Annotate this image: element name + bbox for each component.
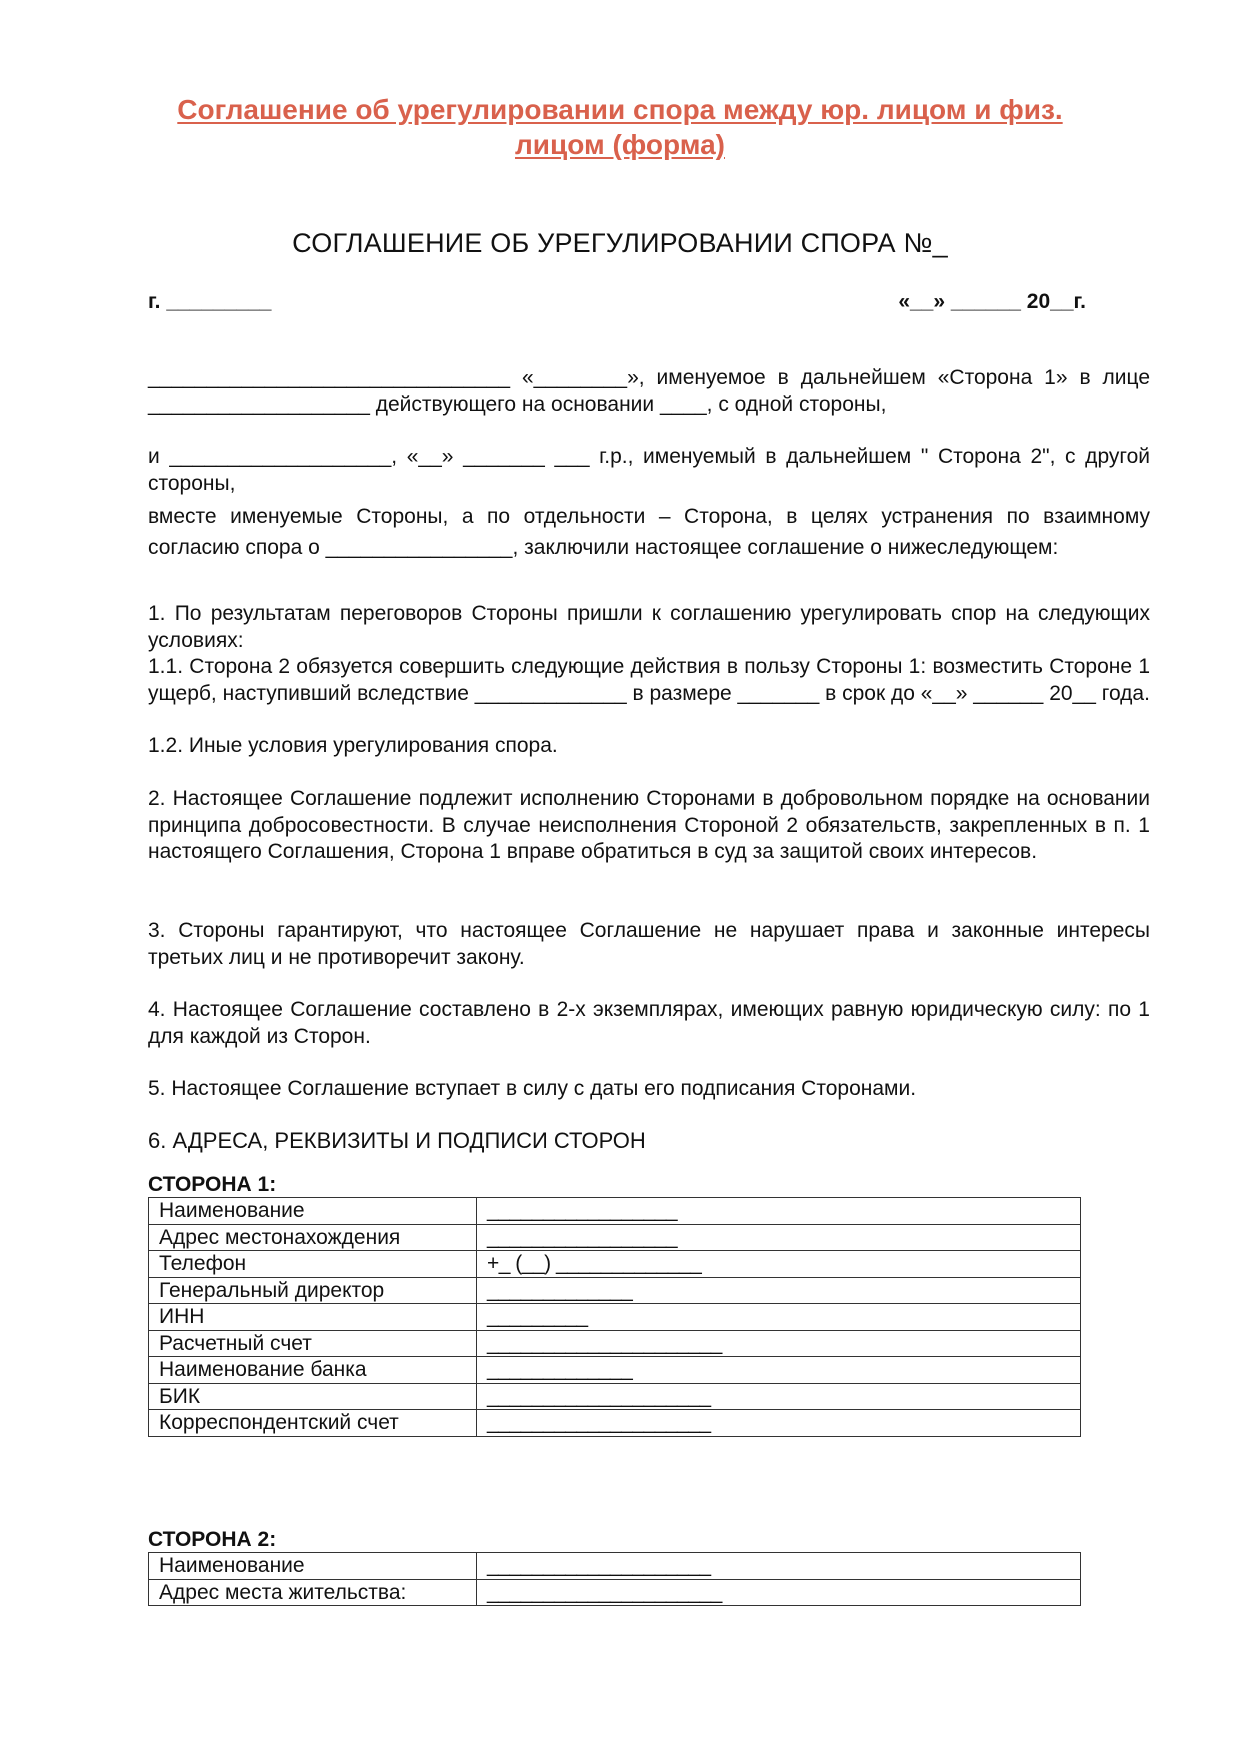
requisite-label: ИНН [149, 1304, 477, 1331]
table-row [149, 1330, 1081, 1357]
requisite-label: Генеральный директор [149, 1277, 477, 1304]
requisite-label: Адрес места жительства: [149, 1579, 477, 1606]
requisite-label: Расчетный счет [149, 1330, 477, 1357]
requisite-label: Наименование банка [149, 1357, 477, 1384]
form-title-link[interactable] [150, 92, 1090, 162]
requisite-value-field[interactable]: _____________ [477, 1357, 1081, 1384]
table-row [149, 1198, 1081, 1225]
intro-party-2: и ___________________, «__» _______ ___ г.р., именуемый в дальнейшем " Сторона 2", с другой стороны, [148, 445, 1150, 495]
clause-1: 1. По результатам переговоров Стороны пришли к соглашению урегулировать спор на следующих условиях: [148, 602, 1150, 652]
requisite-label: Наименование [149, 1198, 477, 1225]
requisite-label: Телефон [149, 1251, 477, 1278]
clause-3: 3. Стороны гарантируют, что настоящее Соглашение не нарушает права и законные интересы третьих лиц и не противоречит закону. [148, 919, 1150, 969]
form-title-line-1[interactable]: Соглашение об урегулировании спора между юр. лицом и физ. [177, 94, 1063, 125]
requisite-value-field[interactable]: ____________________ [477, 1553, 1081, 1580]
requisite-value-field[interactable]: _____________________ [477, 1579, 1081, 1606]
side-1-label: СТОРОНА 1: [148, 1173, 277, 1196]
table-row [149, 1383, 1081, 1410]
requisite-label: Наименование [149, 1553, 477, 1580]
table-row [149, 1357, 1081, 1384]
requisite-label: Корреспондентский счет [149, 1410, 477, 1437]
table-row [149, 1224, 1081, 1251]
requisite-label: Адрес местонахождения [149, 1224, 477, 1251]
requisite-value-field[interactable]: ____________________ [477, 1410, 1081, 1437]
clause-4: 4. Настоящее Соглашение составлено в 2-х экземплярах, имеющих равную юридическую силу: по 1 для каждой из Сторон. [148, 998, 1150, 1048]
form-title-line-2[interactable]: лицом (форма) [515, 129, 725, 160]
date-field: «__» ______ 20__г. [898, 290, 1086, 313]
clause-1-2: 1.2. Иные условия урегулирования спора. [148, 734, 558, 757]
intro-purpose: вместе именуемые Стороны, а по отдельности – Сторона, в целях устранения по взаимному согласию спора о ________________, заключили настоящее соглашение о нижеследующем: [148, 505, 1150, 559]
place-field: г. _________ [148, 290, 272, 313]
table-row [149, 1304, 1081, 1331]
requisite-label: БИК [149, 1383, 477, 1410]
table-row [149, 1251, 1081, 1278]
clause-1-1: 1.1. Сторона 2 обязуется совершить следующие действия в пользу Стороны 1: возместить Стороне 1 ущерб, наступивший вследствие _____________ в размере _______ в срок до «__» ______ 20__ года. [148, 655, 1150, 705]
side-1-table [148, 1197, 1081, 1437]
clause-2: 2. Настоящее Соглашение подлежит исполнению Сторонами в добровольном порядке на основании принципа добросовестности. В случае неисполнения Стороной 2 обязательств, закрепленных в п. 1 настоящего Соглашения, Сторона 1 вправе обратиться в суд за защитой своих интересов. [148, 787, 1150, 863]
section-6-heading: 6. АДРЕСА, РЕКВИЗИТЫ И ПОДПИСИ СТОРОН [148, 1128, 646, 1153]
requisite-value-field[interactable]: _____________ [477, 1277, 1081, 1304]
intro-party-1: _______________________________ «________», именуемое в дальнейшем «Сторона 1» в лице ___________________ действующего на основании ____, с одной стороны, [148, 366, 1150, 416]
requisite-value-field[interactable]: _________ [477, 1304, 1081, 1331]
side-2-label: СТОРОНА 2: [148, 1528, 277, 1551]
agreement-title: СОГЛАШЕНИЕ ОБ УРЕГУЛИРОВАНИИ СПОРА №_ [292, 228, 948, 258]
table-row [149, 1410, 1081, 1437]
requisite-value-field[interactable]: _____________________ [477, 1330, 1081, 1357]
table-row [149, 1553, 1081, 1580]
table-row [149, 1579, 1081, 1606]
requisite-value-field[interactable]: +_ (__) _____________ [477, 1251, 1081, 1278]
requisite-value-field[interactable]: _________________ [477, 1198, 1081, 1225]
clause-5: 5. Настоящее Соглашение вступает в силу с даты его подписания Сторонами. [148, 1077, 917, 1100]
requisite-value-field[interactable]: ____________________ [477, 1383, 1081, 1410]
side-2-table [148, 1552, 1081, 1606]
table-row [149, 1277, 1081, 1304]
requisite-value-field[interactable]: _________________ [477, 1224, 1081, 1251]
